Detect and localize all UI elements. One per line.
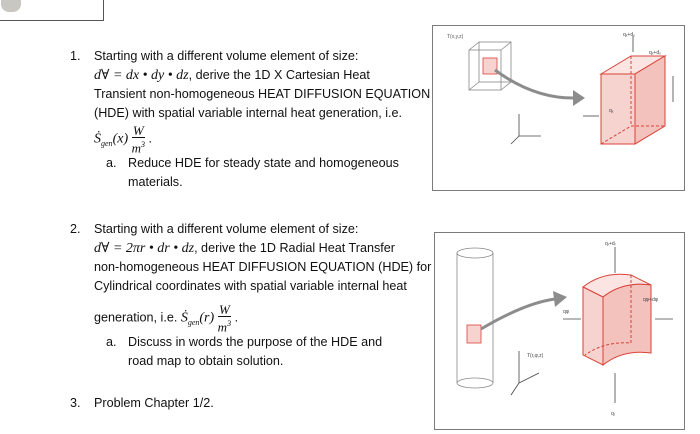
question-text-line: Transient non-homogeneous HEAT DIFFUSION EQUATION: [94, 87, 431, 101]
question-text-line: Cylindrical coordinates with spatial variable internal heat: [94, 278, 407, 293]
cylindrical-element-figure: [434, 232, 685, 430]
small-label: T(r,φ,z): [527, 353, 544, 359]
bottom-flux-label: qᵣ: [611, 411, 615, 417]
question-number: 2.: [70, 222, 81, 236]
heat-generation-expression: Ṡ$_{gen}$(x) $\frac{W}{m^3}$ .: [94, 123, 152, 156]
zoom-arrow-icon: [495, 70, 573, 98]
question-text-line: Starting with a different volume element of size:: [94, 49, 359, 63]
question-text-line: d∀ = dx • dy • dz, derive the 1D X Cartesian Heat: [94, 67, 370, 83]
question-number: 1.: [70, 49, 81, 63]
question-text-line: non-homogeneous HEAT DIFFUSION EQUATION (HDE) for: [94, 260, 432, 274]
zoom-arrow-icon: [481, 299, 555, 329]
small-element-highlight: [467, 325, 481, 343]
question-number: 3.: [70, 396, 81, 410]
question-text-line: Problem Chapter 1/2.: [94, 396, 214, 410]
right-flux-label: qφ+dφ: [643, 297, 658, 303]
right-flux-label: qₓ+dₓ: [649, 50, 661, 56]
cartesian-element-drawing: [433, 26, 684, 190]
differential-element: [583, 274, 651, 365]
small-box-label: T(x,y,z): [447, 34, 464, 40]
cartesian-element-figure: [432, 25, 685, 191]
question-text-line: (HDE) with spatial variable internal heat generation, i.e.: [94, 105, 403, 120]
question-text-line: Starting with a different volume element of size:: [94, 222, 359, 236]
sub-question-a: a. Reduce HDE for steady state and homogeneous materials.: [106, 156, 399, 189]
side-flux-label: qφ: [563, 309, 570, 315]
top-flux-label: qᵣ+dᵣ: [605, 241, 616, 247]
arrowhead-icon: [553, 291, 567, 307]
cylindrical-element-drawing: [435, 233, 684, 429]
cylinder-outline: [457, 248, 493, 388]
left-flux-label: qₓ: [609, 108, 614, 114]
volume-element-equation: d∀ = 2πr • dr • dz: [94, 240, 195, 256]
top-flux-label: qₓ+dₓ: [623, 32, 635, 38]
question-text-line: d∀ = 2πr • dr • dz, derive the 1D Radial Heat Transfer: [94, 240, 395, 256]
axes-icon: [511, 114, 541, 144]
differential-element: [601, 56, 665, 144]
heat-generation-expression: generation, i.e. Ṡ$_{gen}$(r) $\frac{W}{m^3}$ .: [94, 302, 239, 335]
arrowhead-icon: [573, 90, 585, 106]
volume-element-equation: d∀ = dx • dy • dz: [94, 67, 189, 83]
previous-figure-thumbnail: [0, 0, 104, 21]
sub-question-a: a. Discuss in words the purpose of the HDE and road map to obtain solution.: [106, 335, 383, 368]
